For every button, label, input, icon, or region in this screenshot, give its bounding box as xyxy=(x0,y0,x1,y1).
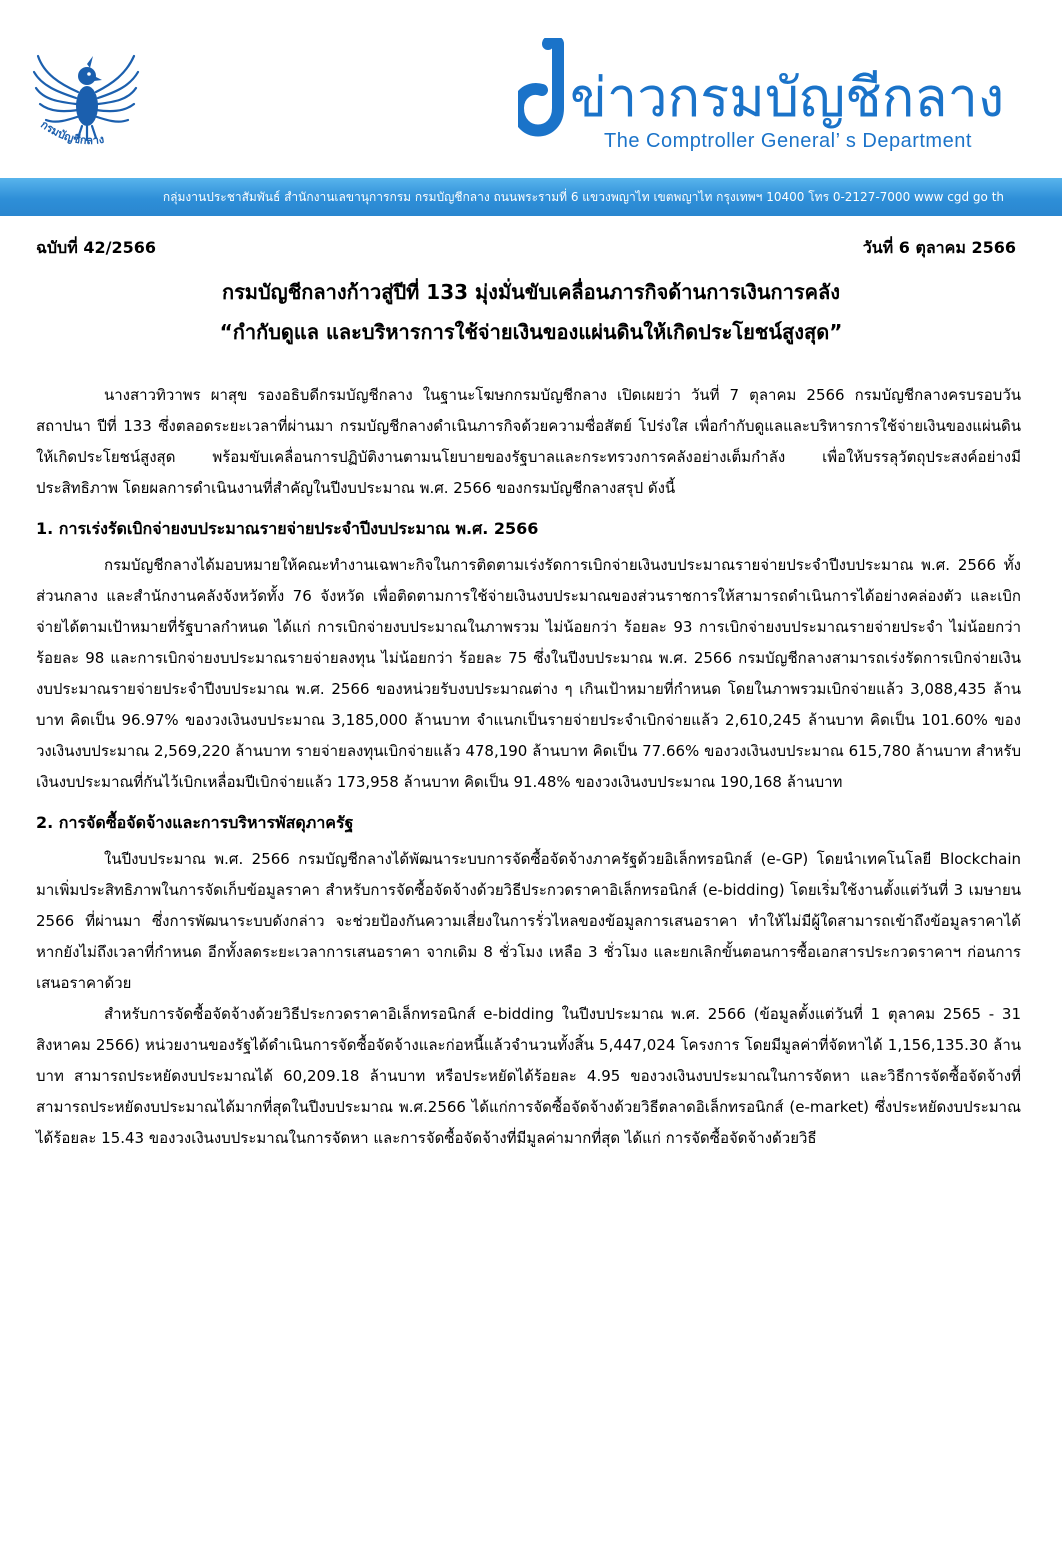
intro-paragraph: นางสาวทิวาพร ผาสุข รองอธิบดีกรมบัญชีกลาง ในฐานะโฆษกกรมบัญชีกลาง เปิดเผยว่า วันที่ 7 ตุลาคม 2566 กรมบัญชีกลางครบรอบวันสถาปนา ปีที่ 133 ซึ่งตลอดระยะเวลาที่ผ่านมา กรมบัญชีกลางดำเนินภารกิจด้วยความซื่อสัตย์ โปร่งใส เพื่อกำกับดูแลและบริหารการใช้จ่ายเงินของแผ่นดินให้เกิดประโยชน์สูงสุด พร้อมขับเคลื่อนการปฏิบัติงานตามนโยบายของรัฐบาลและกระทรวงการคลังอย่างเต็มกำลัง เพื่อให้บรรลุวัตถุประสงค์อย่างมีประสิทธิภาพ โดยผลการดำเนินงานที่สำคัญในปีงบประมาณ พ.ศ. 2566 ของกรมบัญชีกลางสรุป ดังนี้ xyxy=(36,386,1021,497)
section-1-paragraph: กรมบัญชีกลางได้มอบหมายให้คณะทำงานเฉพาะกิจในการติดตามเร่งรัดการเบิกจ่ายเงินงบประมาณรายจ่ายประจำปีงบประมาณ พ.ศ. 2566 ทั้งส่วนกลาง และสำนักงานคลังจังหวัดทั้ง 76 จังหวัด เพื่อติดตามการใช้จ่ายเงินงบประมาณของส่วนราชการให้สามารถดำเนินการได้อย่างคล่องตัว และเบิกจ่ายได้ตามเป้าหมายที่รัฐบาลกำหนด ได้แก่ การเบิกจ่ายงบประมาณในภาพรวม ไม่น้อยกว่า ร้อยละ 93 การเบิกจ่ายงบประมาณรายจ่ายประจำ ไม่น้อยกว่า ร้อยละ 98 และการเบิกจ่ายงบประมาณรายจ่ายลงทุน ไม่น้อยกว่า ร้อยละ 75 ซึ่งในปีงบประมาณ พ.ศ. 2566 กรมบัญชีกลางสามารถเร่งรัดการเบิกจ่ายเงินงบประมาณรายจ่ายประจำปีงบประมาณ พ.ศ. 2566 ของหน่วยรับงบประมาณต่าง ๆ เกินเป้าหมายที่กำหนด โดยในภาพรวมเบิกจ่ายแล้ว 3,088,435 ล้านบาท คิดเป็น 96.97% ของวงเงินงบประมาณ 3,185,000 ล้านบาท จำแนกเป็นรายจ่ายประจำเบิกจ่ายแล้ว 2,610,245 ล้านบาท คิดเป็น 101.60% ของวงเงินงบประมาณ 2,569,220 ล้านบาท รายจ่ายลงทุนเบิกจ่ายแล้ว 478,190 ล้านบาท คิดเป็น 77.66% ของวงเงินงบประมาณ 615,780 ล้านบาท สำหรับเงินงบประมาณที่กันไว้เบิกเหลื่อมปีเบิกจ่ายแล้ว 173,958 ล้านบาท คิดเป็น 91.48% ของวงเงินงบประมาณ 190,168 ล้านบาท xyxy=(36,556,1021,791)
contact-bar xyxy=(0,178,1062,216)
issue-number: ฉบับที่ 42/2566 xyxy=(36,238,156,257)
cgd-emblem-icon xyxy=(30,34,142,154)
brand-subtitle: The Comptroller General’ s Department xyxy=(604,130,972,152)
emblem-label: กรมบัญชีกลาง xyxy=(38,117,105,148)
contact-info: กลุ่มงานประชาสัมพันธ์ สำนักงานเลขานุการกรม กรมบัญชีกลาง ถนนพระรามที่ 6 แขวงพญาไท เขตพญาไท กรุงเทพฯ 10400 โทร 0-2127-7000 www cgd go th xyxy=(162,190,1004,204)
section-1-heading: 1. การเร่งรัดเบิกจ่ายงบประมาณรายจ่ายประจำปีงบประมาณ พ.ศ. 2566 xyxy=(36,519,539,538)
section-2-heading: 2. การจัดซื้อจัดจ้างและการบริหารพัสดุภาครัฐ xyxy=(36,813,354,832)
section-2-paragraph-1: ในปีงบประมาณ พ.ศ. 2566 กรมบัญชีกลางได้พัฒนาระบบการจัดซื้อจัดจ้างภาครัฐด้วยอิเล็กทรอนิกส์ (e-GP) โดยนำเทคโนโลยี Blockchain มาเพิ่มประสิทธิภาพในการจัดเก็บข้อมูลราคา สำหรับการจัดซื้อจัดจ้างด้วยวิธีประกวดราคาอิเล็กทรอนิกส์ (e-bidding) โดยเริ่มใช้งานตั้งแต่วันที่ 3 เมษายน 2566 ที่ผ่านมา ซึ่งการพัฒนาระบบดังกล่าว จะช่วยป้องกันความเสี่ยงในการรั่วไหลของข้อมูลการเสนอราคา ทำให้ไม่มีผู้ใดสามารถเข้าถึงข้อมูลราคาได้ หากยังไม่ถึงเวลาที่กำหนด อีกทั้งลดระยะเวลาการเสนอราคา จากเดิม 8 ชั่วโมง เหลือ 3 ชั่วโมง และยกเลิกขั้นตอนการซื้อเอกสารประกวดราคาฯ ก่อนการเสนอราคาด้วย xyxy=(36,850,1021,992)
article-body xyxy=(36,380,1021,1154)
headline-line-2: “กำกับดูแล และบริหารการใช้จ่ายเงินของแผ่นดินให้เกิดประโยชน์สูงสุด” xyxy=(219,320,843,344)
section-2-paragraph-2: สำหรับการจัดซื้อจัดจ้างด้วยวิธีประกวดราคาอิเล็กทรอนิกส์ e-bidding ในปีงบประมาณ พ.ศ. 2566 (ข้อมูลตั้งแต่วันที่ 1 ตุลาคม 2565 - 31 สิงหาคม 2566) หน่วยงานของรัฐได้ดำเนินการจัดซื้อจัดจ้างและก่อหนี้แล้วจำนวนทั้งสิ้น 5,447,024 โครงการ โดยมีมูลค่าที่จัดหาได้ 1,156,135.30 ล้านบาท สามารถประหยัดงบประมาณได้ 60,209.18 ล้านบาท หรือประหยัดได้ร้อยละ 4.95 ของวงเงินงบประมาณในการจัดหา และวิธีการจัดซื้อจัดจ้างที่สามารถประหยัดงบประมาณได้มากที่สุดในปีงบประมาณ พ.ศ.2566 ได้แก่การจัดซื้อจัดจ้างด้วยวิธีตลาดอิเล็กทรอนิกส์ (e-market) ซึ่งประหยัดงบประมาณได้ร้อยละ 15.43 ของวงเงินงบประมาณในการจัดหา และการจัดซื้อจัดจ้างที่มีมูลค่ามากที่สุด ได้แก่ การจัดซื้อจัดจ้างด้วยวิธี xyxy=(36,1005,1021,1147)
brand-title-text: ข่าวกรมบัญชีกลาง xyxy=(570,66,1005,129)
issue-date: วันที่ 6 ตุลาคม 2566 xyxy=(862,238,1016,257)
headline-line-1: กรมบัญชีกลางก้าวสู่ปีที่ 133 มุ่งมั่นขับเคลื่อนภารกิจด้านการเงินการคลัง xyxy=(221,280,841,304)
